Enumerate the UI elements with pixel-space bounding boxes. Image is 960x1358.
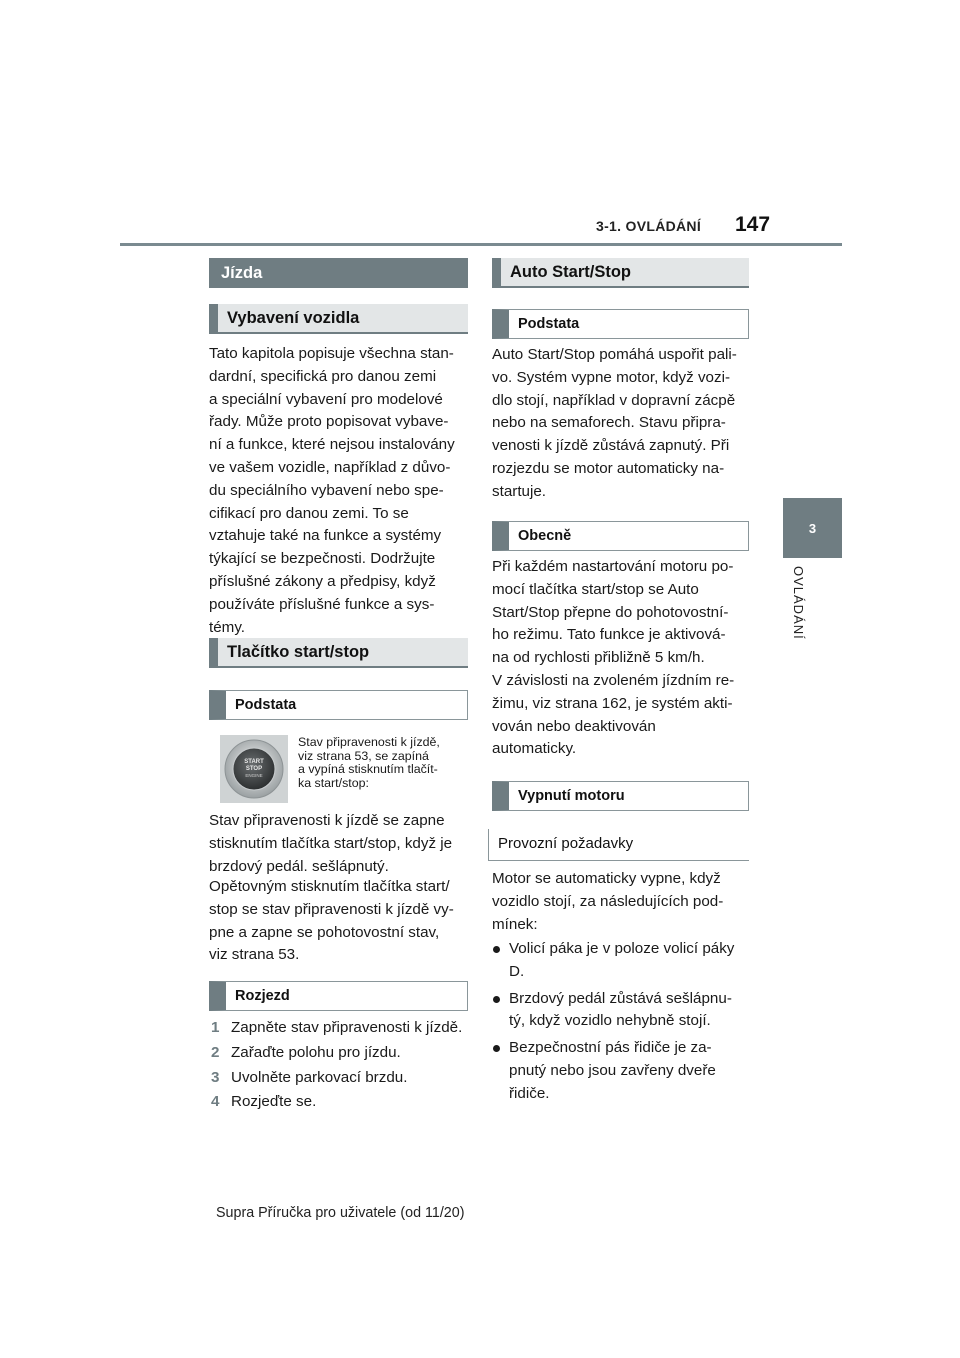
text-line: mocí tlačítka start/stop se Auto	[492, 580, 699, 598]
text-line: tý, když vozidlo nehybně stojí.	[509, 1012, 711, 1030]
text-line: týkající se bezpečnosti. Dodržujte	[209, 550, 436, 568]
chapter-tab[interactable]: 3	[783, 498, 842, 558]
paragraph-obecne-1	[492, 556, 760, 670]
text-line: rozjezdu se motor automaticky na-	[492, 459, 725, 477]
heading-vybaveni-vozidla: Vybavení vozidla	[209, 304, 468, 334]
text-line: mínek:	[492, 915, 538, 933]
heading-vypnuti-motoru: Vypnutí motoru	[492, 781, 749, 811]
text-line: ní a funkce, které nejsou instalovány	[209, 436, 455, 454]
bullet-icon	[493, 946, 500, 953]
heading-podstata-right: Podstata	[492, 309, 749, 339]
button-text-start: START	[244, 759, 264, 765]
step-text: Zařaďte polohu pro jízdu.	[231, 1043, 401, 1061]
paragraph-stav	[209, 810, 474, 878]
text-line: ve vašem vozidle, například z důvo-	[209, 458, 451, 476]
text-line: stisknutím tlačítka start/stop, když je	[209, 834, 453, 852]
paragraph-opetovnym	[209, 876, 474, 967]
heading-obecne: Obecně	[492, 521, 749, 551]
text-line: nebo na semaforech. Stavu připra-	[492, 414, 726, 432]
step-item	[211, 1017, 476, 1040]
text-line: venosti k jízdě zůstává zapnutý. Při	[492, 437, 730, 455]
page-number: 147	[735, 213, 771, 236]
text-line: dlo stojí, například v dopravní zácpě	[492, 391, 736, 409]
header-rule	[120, 243, 842, 246]
step-item	[211, 1042, 476, 1065]
step-text: Uvolněte parkovací brzdu.	[231, 1068, 408, 1086]
text-line: Motor se automaticky vypne, když	[492, 870, 721, 887]
text-line: a speciální vybavení pro modelové	[209, 390, 443, 408]
start-stop-engine-icon	[223, 738, 285, 800]
bullet-icon	[493, 1045, 500, 1052]
list-item	[493, 988, 758, 1034]
step-number: 2	[211, 1043, 220, 1061]
step-number: 4	[211, 1093, 220, 1111]
step-item	[211, 1067, 476, 1090]
heading-jizda: Jízda	[209, 258, 468, 288]
step-number: 1	[211, 1019, 220, 1036]
steps-list	[211, 1017, 476, 1116]
text-line: viz strana 53, se zapíná	[298, 748, 429, 763]
section-label: 3-1. OVLÁDÁNÍ	[596, 218, 702, 234]
text-line: řady. Může proto popisovat vybave-	[209, 413, 449, 431]
text-line: vozidlo stojí, za následujících pod-	[492, 892, 724, 910]
paragraph-vybaveni	[209, 343, 474, 639]
paragraph-obecne-2	[492, 670, 760, 761]
text-line: ho režimu. Tato funkce je aktivová-	[492, 626, 726, 644]
text-line: automaticky.	[492, 740, 577, 758]
heading-provozni-pozadavky: Provozní požadavky	[488, 829, 749, 861]
text-line: startuje.	[492, 482, 547, 500]
list-item	[493, 938, 758, 984]
text-line: Stav připravenosti k jízdě se zapne	[209, 812, 445, 829]
step-item	[211, 1091, 476, 1114]
step-text: Zapněte stav připravenosti k jízdě.	[231, 1019, 463, 1036]
button-text-engine: ENGINE	[245, 773, 263, 778]
text-line: témy.	[209, 618, 246, 636]
text-line: stop se stav připravenosti k jízdě vy-	[209, 900, 454, 918]
chapter-side-label: OVLÁDÁNÍ	[791, 566, 806, 640]
start-stop-button-image	[220, 735, 288, 803]
text-line: na od rychlosti přibližně 5 km/h.	[492, 649, 705, 667]
text-line: brzdový pedál. sešlápnutý.	[209, 857, 389, 875]
heading-tlacitko-start-stop: Tlačítko start/stop	[209, 638, 468, 668]
paragraph-auto-podstata	[492, 344, 760, 504]
text-line: D.	[509, 962, 525, 980]
text-line: Při každém nastartování motoru po-	[492, 558, 734, 575]
text-line: Volicí páka je v poloze volicí páky	[509, 940, 735, 957]
conditions-list	[493, 938, 758, 1110]
text-line: Opětovným stisknutím tlačítka start/	[209, 878, 450, 895]
bullet-icon	[493, 996, 500, 1003]
text-line: příslušné zákony a předpisy, když	[209, 572, 436, 590]
text-line: viz strana 53.	[209, 946, 300, 964]
text-line: používáte příslušné funkce a sys-	[209, 595, 435, 613]
text-line: Stav připravenosti k jízdě,	[298, 735, 440, 749]
button-caption	[298, 736, 468, 790]
text-line: ka start/stop:	[298, 775, 369, 790]
heading-podstata-left: Podstata	[209, 690, 468, 720]
text-line: Bezpečnostní pás řidiče je za-	[509, 1039, 712, 1057]
text-line: vztahuje také na funkce a systémy	[209, 527, 442, 545]
text-line: Brzdový pedál zůstává sešlápnu-	[509, 989, 732, 1007]
button-text-stop: STOP	[245, 766, 263, 772]
text-line: cifikací pro danou zemi. To se	[209, 504, 409, 522]
text-line: V závislosti na zvoleném jízdním re-	[492, 672, 735, 689]
text-line: pnutý nebo jsou zavřeny dveře	[509, 1061, 716, 1079]
text-line: pne a zapne se pohotovostní stav,	[209, 923, 440, 941]
paragraph-motor	[492, 868, 760, 936]
text-line: Tato kapitola popisuje všechna stan-	[209, 345, 454, 362]
text-line: a vypíná stisknutím tlačít-	[298, 762, 438, 776]
text-line: Auto Start/Stop pomáhá uspořit pali-	[492, 346, 737, 363]
text-line: vo. Systém vypne motor, když vozi-	[492, 368, 731, 386]
text-line: dardní, specifická pro danou zemi	[209, 367, 437, 385]
heading-rozjezd: Rozjezd	[209, 981, 468, 1011]
footer-text: Supra Příručka pro uživatele (od 11/20)	[216, 1205, 465, 1221]
text-line: Start/Stop přepne do pohotovostní-	[492, 603, 729, 621]
text-line: du speciálního vybavení nebo spe-	[209, 481, 444, 499]
text-line: vován nebo deaktivován	[492, 717, 656, 735]
text-line: žimu, viz strana 162, je systém akti-	[492, 694, 733, 712]
text-line: řidiče.	[509, 1084, 550, 1102]
list-item	[493, 1037, 758, 1105]
step-number: 3	[211, 1068, 220, 1086]
step-text: Rozjeďte se.	[231, 1093, 317, 1111]
heading-auto-start-stop: Auto Start/Stop	[492, 258, 749, 288]
